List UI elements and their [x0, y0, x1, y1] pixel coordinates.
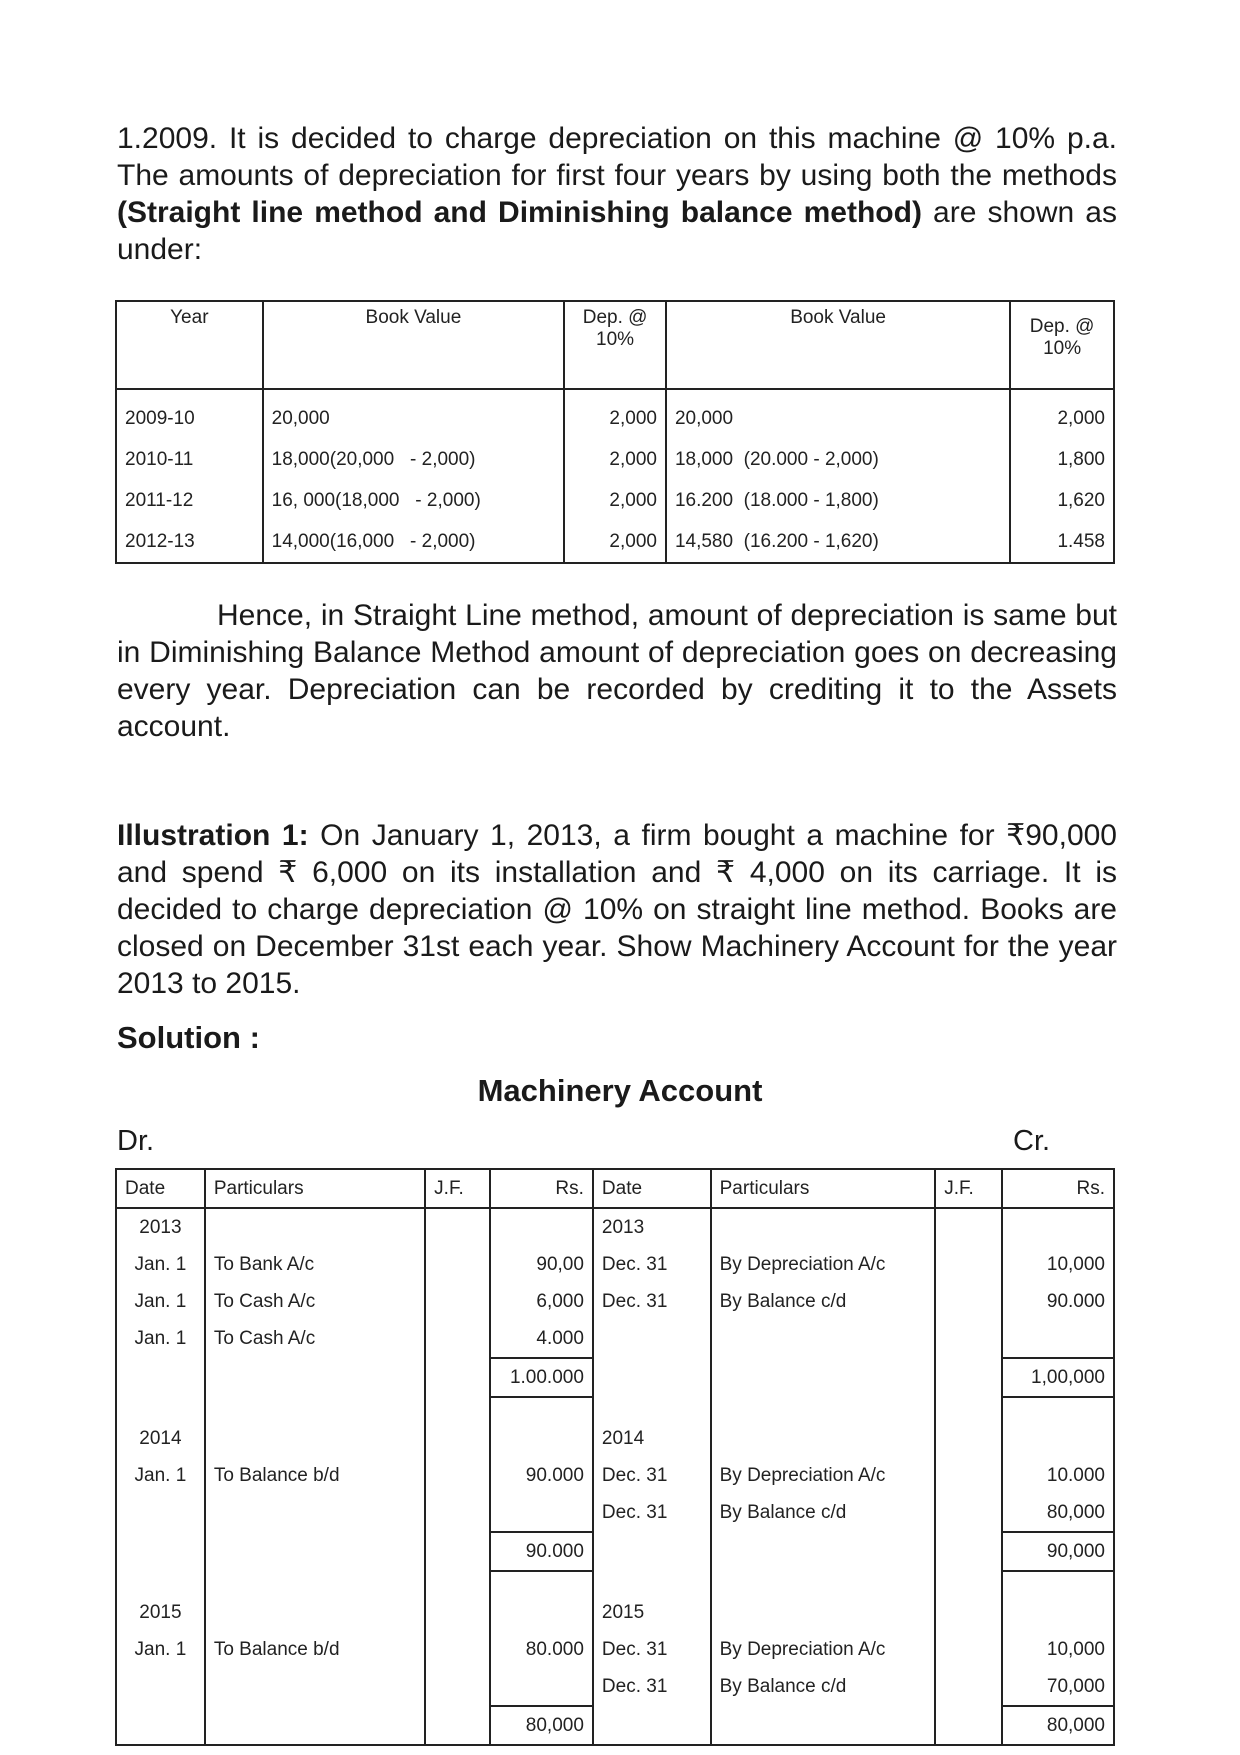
- header-debit-particulars: Particulars: [205, 1169, 425, 1208]
- debit-amount-cell: 6,000: [490, 1283, 593, 1320]
- credit-date-cell: [593, 1532, 711, 1571]
- credit-date-cell: [593, 1397, 711, 1420]
- account-title: Machinery Account: [477, 1073, 763, 1108]
- ledger-row: [116, 1494, 1114, 1532]
- credit-jf-cell: [935, 1420, 1002, 1457]
- credit-date-cell: 2015: [593, 1594, 711, 1631]
- header-credit-date: Date: [593, 1169, 711, 1208]
- debit-date-cell: Jan. 1: [134, 1638, 187, 1660]
- credit-particulars-cell: By Depreciation A/c: [711, 1631, 936, 1668]
- debit-particulars-cell: To Cash A/c: [205, 1320, 425, 1358]
- illustration-paragraph: [117, 817, 1117, 1002]
- credit-jf-cell: [935, 1494, 1002, 1532]
- credit-date-cell: [593, 1571, 711, 1594]
- ledger-spacer-row: [116, 1571, 1114, 1594]
- db-depreciation-cell: 1,800: [1010, 439, 1114, 480]
- credit-date-cell: Dec. 31: [593, 1631, 711, 1668]
- debit-date-cell: [116, 1571, 205, 1594]
- debit-particulars-cell: [205, 1706, 425, 1745]
- credit-amount-cell: 90.000: [1002, 1283, 1114, 1320]
- debit-amount-cell: [490, 1571, 593, 1594]
- ledger-total-row: [116, 1706, 1114, 1745]
- debit-jf-cell: [425, 1668, 490, 1706]
- debit-date-cell: 2013: [139, 1216, 182, 1238]
- header-dep-db: Dep. @ 10%: [1010, 301, 1114, 389]
- debit-date-cell: 2015: [139, 1601, 182, 1623]
- debit-particulars-cell: To Balance b/d: [205, 1457, 425, 1494]
- header-book-value-sl: Book Value: [263, 301, 565, 389]
- year-cell: 2011-12: [125, 489, 194, 511]
- header-debit-date: Date: [116, 1169, 205, 1208]
- credit-amount-cell: 10,000: [1002, 1631, 1114, 1668]
- credit-amount-cell: [1002, 1397, 1114, 1420]
- sl-depreciation-cell: 2,000: [564, 389, 666, 439]
- credit-particulars-cell: By Balance c/d: [711, 1494, 936, 1532]
- credit-jf-cell: [935, 1706, 1002, 1745]
- db-depreciation-cell: 1,620: [1010, 480, 1114, 521]
- debit-amount-cell: [490, 1668, 593, 1706]
- credit-particulars-cell: [711, 1358, 936, 1397]
- debit-date-cell: [116, 1668, 205, 1706]
- debit-jf-cell: [425, 1457, 490, 1494]
- credit-particulars-cell: [711, 1594, 936, 1631]
- db-depreciation-cell: 1.458: [1010, 521, 1114, 563]
- intro-text-a: 1.2009. It is decided to charge depreciation on this machine @ 10% p.a. The amounts of depreciation for first four years by using both the methods: [117, 122, 1117, 192]
- debit-date-cell: Jan. 1: [134, 1253, 187, 1275]
- db-depreciation-cell: 2,000: [1010, 389, 1114, 439]
- credit-date-cell: Dec. 31: [593, 1668, 711, 1706]
- credit-particulars-cell: By Depreciation A/c: [711, 1457, 936, 1494]
- debit-jf-cell: [425, 1358, 490, 1397]
- ledger-spacer-row: [116, 1397, 1114, 1420]
- debit-particulars-cell: [205, 1532, 425, 1571]
- credit-jf-cell: [935, 1358, 1002, 1397]
- debit-date-cell: [116, 1494, 205, 1532]
- credit-jf-cell: [935, 1668, 1002, 1706]
- debit-particulars-cell: To Balance b/d: [205, 1631, 425, 1668]
- debit-date-cell: Jan. 1: [134, 1290, 187, 1312]
- debit-amount-cell: 1.00.000: [490, 1358, 593, 1397]
- debit-jf-cell: [425, 1706, 490, 1745]
- debit-amount-cell: [490, 1420, 593, 1457]
- credit-jf-cell: [935, 1457, 1002, 1494]
- header-debit-jf: J.F.: [425, 1169, 490, 1208]
- depreciation-header-row: [116, 301, 1114, 389]
- debit-jf-cell: [425, 1594, 490, 1631]
- debit-particulars-cell: [205, 1208, 425, 1246]
- credit-date-cell: [593, 1706, 711, 1745]
- intro-paragraph: [117, 120, 1117, 268]
- debit-amount-cell: [490, 1208, 593, 1246]
- credit-amount-cell: 80,000: [1002, 1706, 1114, 1745]
- debit-jf-cell: [425, 1571, 490, 1594]
- credit-amount-cell: [1002, 1594, 1114, 1631]
- debit-date-cell: [116, 1397, 205, 1420]
- debit-particulars-cell: [205, 1668, 425, 1706]
- sl-depreciation-cell: 2,000: [564, 521, 666, 563]
- header-credit-amount: Rs.: [1002, 1169, 1114, 1208]
- debit-jf-cell: [425, 1208, 490, 1246]
- credit-particulars-cell: [711, 1420, 936, 1457]
- depreciation-row: [116, 439, 1114, 480]
- credit-jf-cell: [935, 1571, 1002, 1594]
- sl-book-value-cell: 18,000(20,000 - 2,000): [263, 439, 565, 480]
- debit-jf-cell: [425, 1420, 490, 1457]
- ledger-row: [116, 1631, 1114, 1668]
- credit-jf-cell: [935, 1320, 1002, 1358]
- year-cell: 2012-13: [125, 530, 195, 552]
- credit-particulars-cell: [711, 1532, 936, 1571]
- header-debit-amount: Rs.: [490, 1169, 593, 1208]
- ledger-row: [116, 1246, 1114, 1283]
- debit-jf-cell: [425, 1494, 490, 1532]
- intro-text-b: are shown as under:: [117, 196, 1117, 266]
- ledger-total-row: [116, 1358, 1114, 1397]
- debit-amount-cell: [490, 1594, 593, 1631]
- credit-amount-cell: [1002, 1320, 1114, 1358]
- ledger-row: [116, 1420, 1114, 1457]
- header-year: Year: [116, 301, 263, 389]
- depreciation-row: [116, 480, 1114, 521]
- debit-date-cell: [116, 1706, 205, 1745]
- credit-label: Cr.: [1013, 1125, 1051, 1157]
- credit-amount-cell: 1,00,000: [1002, 1358, 1114, 1397]
- credit-amount-cell: 10.000: [1002, 1457, 1114, 1494]
- credit-date-cell: [593, 1358, 711, 1397]
- hence-paragraph: Hence, in Straight Line method, amount of depreciation is same but in Diminishing Balance Method amount of depreciation goes on decreasing every year. Depreciation can be recorded by crediting it to the Assets account.: [117, 599, 1117, 743]
- credit-particulars-cell: [711, 1208, 936, 1246]
- debit-amount-cell: 90.000: [490, 1457, 593, 1494]
- credit-particulars-cell: By Balance c/d: [711, 1283, 936, 1320]
- credit-date-cell: Dec. 31: [593, 1457, 711, 1494]
- illustration-text: On January 1, 2013, a firm bought a machine for ₹90,000 and spend ₹ 6,000 on its installation and ₹ 4,000 on its carriage. It is decided to charge depreciation @ 10% on straight line method. Books are closed on December 31st each year. Show Machinery Account for the year 2013 to 2015.: [117, 819, 1117, 1000]
- sl-book-value-cell: 14,000(16,000 - 2,000): [263, 521, 565, 563]
- credit-date-cell: 2014: [593, 1420, 711, 1457]
- credit-particulars-cell: [711, 1706, 936, 1745]
- solution-label: Solution :: [117, 1020, 260, 1055]
- debit-particulars-cell: To Cash A/c: [205, 1283, 425, 1320]
- debit-date-cell: [116, 1358, 205, 1397]
- debit-date-cell: 2014: [139, 1427, 182, 1449]
- debit-amount-cell: 80,000: [490, 1706, 593, 1745]
- header-book-value-db: Book Value: [666, 301, 1010, 389]
- debit-particulars-cell: To Bank A/c: [205, 1246, 425, 1283]
- ledger-row: [116, 1668, 1114, 1706]
- ledger-total-row: [116, 1532, 1114, 1571]
- debit-jf-cell: [425, 1246, 490, 1283]
- year-cell: 2010-11: [125, 448, 194, 470]
- credit-jf-cell: [935, 1397, 1002, 1420]
- depreciation-table: [115, 300, 1115, 564]
- depreciation-row: [116, 521, 1114, 563]
- credit-jf-cell: [935, 1283, 1002, 1320]
- sl-book-value-cell: 16, 000(18,000 - 2,000): [263, 480, 565, 521]
- credit-date-cell: Dec. 31: [593, 1246, 711, 1283]
- credit-amount-cell: 80,000: [1002, 1494, 1114, 1532]
- year-cell: 2009-10: [125, 407, 195, 429]
- debit-particulars-cell: [205, 1358, 425, 1397]
- debit-amount-cell: 4.000: [490, 1320, 593, 1358]
- credit-date-cell: Dec. 31: [593, 1283, 711, 1320]
- credit-amount-cell: [1002, 1208, 1114, 1246]
- header-dep-sl: Dep. @ 10%: [564, 301, 666, 389]
- credit-amount-cell: 10,000: [1002, 1246, 1114, 1283]
- debit-amount-cell: [490, 1494, 593, 1532]
- credit-jf-cell: [935, 1246, 1002, 1283]
- header-credit-particulars: Particulars: [711, 1169, 936, 1208]
- db-book-value-cell: 16.200 (18.000 - 1,800): [666, 480, 1010, 521]
- credit-particulars-cell: By Depreciation A/c: [711, 1246, 936, 1283]
- ledger-header-row: [116, 1169, 1114, 1208]
- debit-particulars-cell: [205, 1397, 425, 1420]
- debit-date-cell: [116, 1532, 205, 1571]
- credit-date-cell: Dec. 31: [593, 1494, 711, 1532]
- credit-particulars-cell: [711, 1571, 936, 1594]
- db-book-value-cell: 20,000: [666, 389, 1010, 439]
- credit-date-cell: [593, 1320, 711, 1358]
- debit-amount-cell: 90,00: [490, 1246, 593, 1283]
- debit-jf-cell: [425, 1631, 490, 1668]
- ledger-row: [116, 1208, 1114, 1246]
- credit-jf-cell: [935, 1532, 1002, 1571]
- credit-amount-cell: [1002, 1571, 1114, 1594]
- debit-particulars-cell: [205, 1571, 425, 1594]
- machinery-account-ledger: [115, 1168, 1115, 1746]
- ledger-row: [116, 1594, 1114, 1631]
- debit-amount-cell: 80.000: [490, 1631, 593, 1668]
- depreciation-row: [116, 389, 1114, 439]
- debit-jf-cell: [425, 1283, 490, 1320]
- credit-particulars-cell: By Balance c/d: [711, 1668, 936, 1706]
- sl-depreciation-cell: 2,000: [564, 480, 666, 521]
- illustration-label: Illustration 1:: [117, 819, 309, 852]
- debit-particulars-cell: [205, 1494, 425, 1532]
- credit-amount-cell: 70,000: [1002, 1668, 1114, 1706]
- credit-jf-cell: [935, 1208, 1002, 1246]
- debit-particulars-cell: [205, 1594, 425, 1631]
- debit-amount-cell: 90.000: [490, 1532, 593, 1571]
- header-credit-jf: J.F.: [935, 1169, 1002, 1208]
- db-book-value-cell: 14,580 (16.200 - 1,620): [666, 521, 1010, 563]
- debit-jf-cell: [425, 1320, 490, 1358]
- credit-particulars-cell: [711, 1320, 936, 1358]
- ledger-row: [116, 1457, 1114, 1494]
- debit-date-cell: Jan. 1: [134, 1464, 187, 1486]
- db-book-value-cell: 18,000 (20.000 - 2,000): [666, 439, 1010, 480]
- debit-jf-cell: [425, 1532, 490, 1571]
- credit-particulars-cell: [711, 1397, 936, 1420]
- intro-methods-bold: (Straight line method and Diminishing balance method): [117, 196, 922, 229]
- sl-book-value-cell: 20,000: [263, 389, 565, 439]
- debit-label: Dr.: [117, 1125, 155, 1157]
- credit-amount-cell: [1002, 1420, 1114, 1457]
- debit-date-cell: Jan. 1: [134, 1328, 187, 1349]
- credit-date-cell: 2013: [593, 1208, 711, 1246]
- ledger-row: [116, 1283, 1114, 1320]
- credit-amount-cell: 90,000: [1002, 1532, 1114, 1571]
- sl-depreciation-cell: 2,000: [564, 439, 666, 480]
- debit-particulars-cell: [205, 1420, 425, 1457]
- ledger-row: [116, 1320, 1114, 1358]
- debit-amount-cell: [490, 1397, 593, 1420]
- debit-jf-cell: [425, 1397, 490, 1420]
- credit-jf-cell: [935, 1631, 1002, 1668]
- credit-jf-cell: [935, 1594, 1002, 1631]
